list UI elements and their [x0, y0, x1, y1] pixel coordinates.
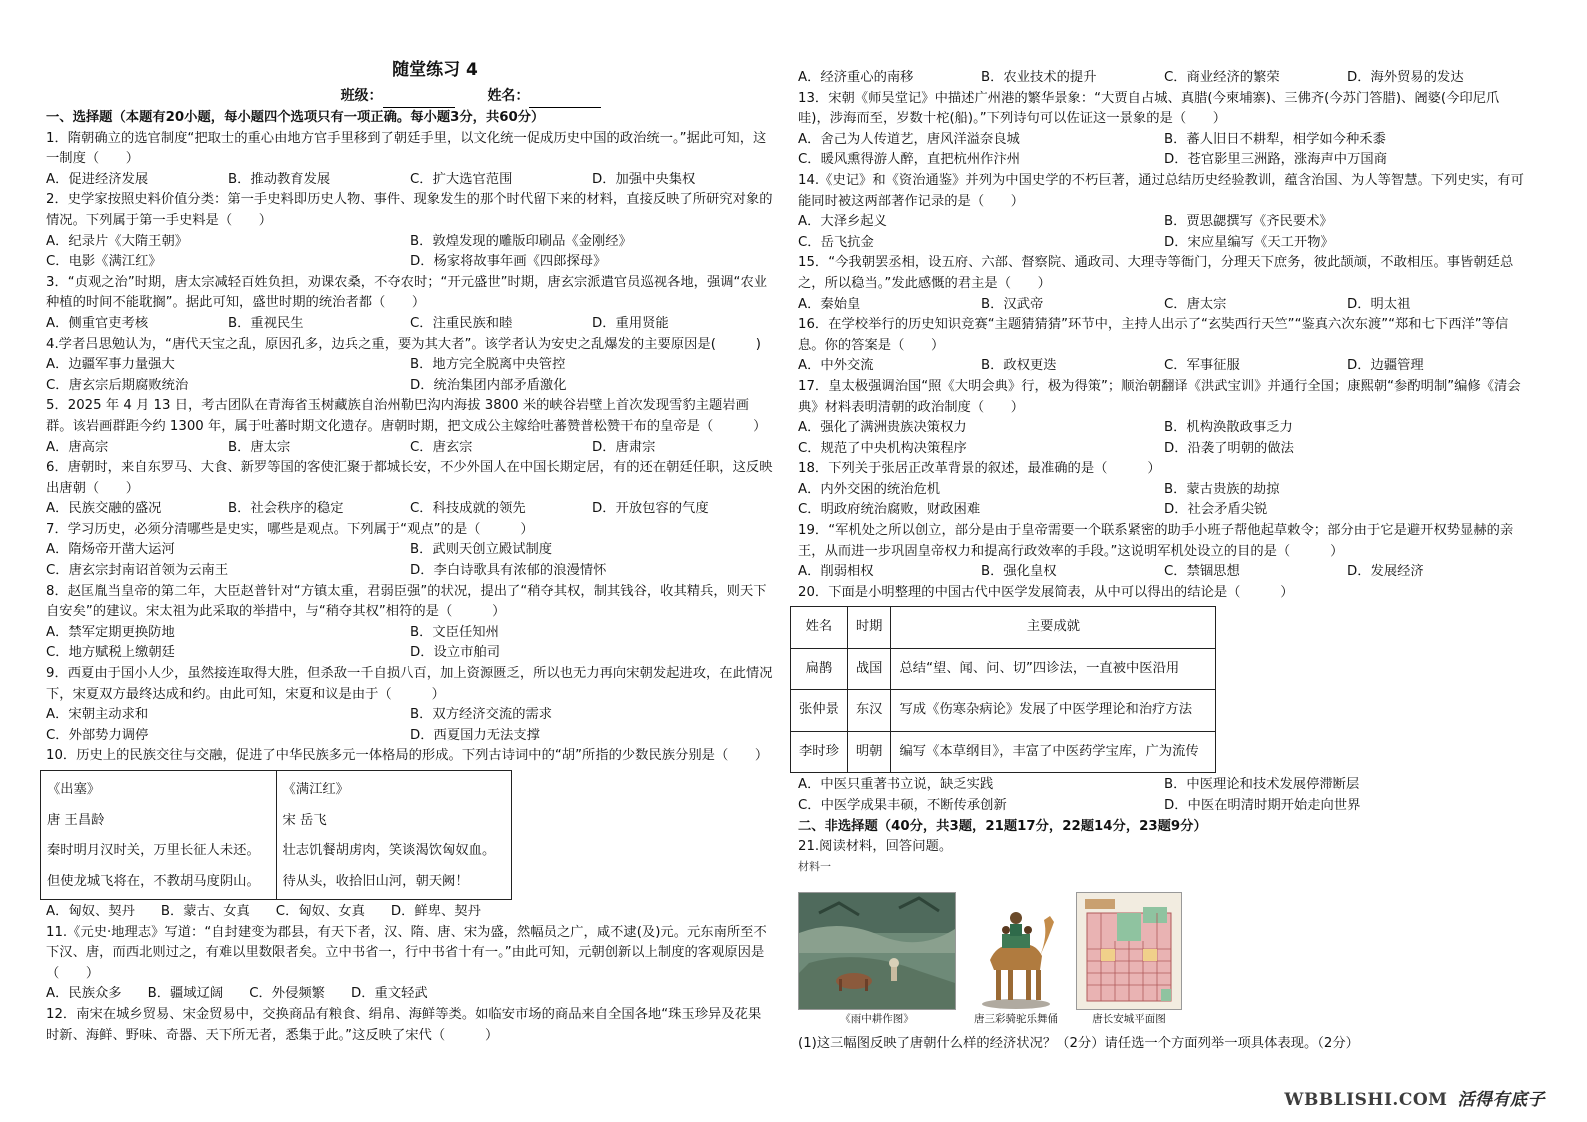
option[interactable]: A．民族交融的盛况: [46, 501, 162, 517]
option[interactable]: C．扩大选官范围: [410, 171, 513, 187]
option[interactable]: D．鲜卑、契丹: [390, 904, 481, 919]
table-cell: 编写《本草纲目》，丰富了中医药学宝库，广为流传: [891, 731, 1216, 773]
option[interactable]: C．地方赋税上缴朝廷: [46, 645, 175, 661]
question-18: 18．下列关于张居正改革背景的叙述，最准确的是（ ）: [798, 461, 1161, 477]
question-19: 19．“军机处之所以创立，部分是由于皇帝需要一个联系紧密的助手小班子帮他起草敕令；部分由于它是避开权势显赫的亲王，从而进一步巩固皇帝权力和提高行政效率的手段。”这说明军机处设立的目的是（ ）: [798, 523, 1514, 559]
question-6: 6．唐朝时，来自东罗马、大食、新罗等国的客使汇聚于都城长安，不少外国人在中国长期定居，有的还在朝廷任职，这反映出唐朝（ ）: [46, 460, 773, 496]
question-15-options: [798, 295, 1530, 316]
poem-author: 唐 王昌龄: [47, 812, 105, 828]
poem-table: [40, 770, 512, 900]
poem-line: 但使龙城飞将在，不教胡马度阴山。: [47, 873, 260, 889]
question-20: 20．下面是小明整理的中国古代中医学发展简表，从中可以得出的结论是（ ）: [798, 584, 1294, 600]
option[interactable]: D．中医在明清时期开始走向世界: [1164, 798, 1361, 814]
option[interactable]: A．侧重官吏考核: [46, 315, 149, 331]
option[interactable]: C．商业经济的繁荣: [1164, 70, 1280, 85]
question-10: 10．历史上的民族交往与交融，促进了中华民族多元一体格局的形成。下列古诗词中的“胡”所指的少数民族分别是（ ）: [46, 748, 769, 764]
option[interactable]: A．强化了满洲贵族决策权力: [798, 420, 967, 436]
poem-line: 秦时明月汉时关，万里长征人未还。: [47, 843, 260, 858]
option[interactable]: C．唐玄宗封南诏首领为云南王: [46, 563, 229, 579]
class-label: 班级：: [340, 88, 383, 104]
option[interactable]: A．促进经济发展: [46, 171, 149, 187]
poem-title: 《出塞》: [47, 782, 101, 797]
option[interactable]: D．加强中央集权: [592, 171, 696, 187]
option[interactable]: B．中医理论和技术发展停滞断层: [1164, 777, 1360, 793]
question-17-options: [798, 418, 1530, 459]
option[interactable]: B．政权更迭: [981, 358, 1057, 374]
option[interactable]: C．外部势力调停: [46, 727, 149, 743]
table-cell: 总结“望、闻、问、切”四诊法，一直被中医沿用: [891, 648, 1216, 690]
option[interactable]: B．汉武帝: [981, 296, 1044, 312]
material-images: [798, 880, 1530, 1026]
medicine-table: [790, 606, 1216, 773]
option[interactable]: B．敦煌发现的雕版印刷品《金刚经》: [410, 233, 632, 249]
option[interactable]: B．强化皇权: [981, 564, 1057, 580]
option[interactable]: B．蒙古贵族的劫掠: [1164, 481, 1280, 497]
table-header-row: [791, 607, 1216, 649]
question-4-options: [46, 355, 774, 396]
option[interactable]: B．重视民生: [228, 315, 304, 331]
option[interactable]: C．禁锢思想: [1164, 564, 1240, 580]
question-6-options: [46, 499, 774, 520]
question-21: 21.阅读材料，回答问题。: [798, 839, 953, 855]
option[interactable]: D．明太祖: [1347, 296, 1411, 312]
farming-painting-image: [798, 892, 956, 1010]
table-cell: 张仲景: [791, 690, 848, 732]
changan-map-image: [1076, 892, 1182, 1010]
question-5-options: [46, 438, 774, 459]
table-cell: 李时珍: [791, 731, 848, 773]
option[interactable]: D．李白诗歌具有浓郁的浪漫情怀: [410, 563, 607, 579]
option[interactable]: A．舍己为人传道艺，唐风洋溢奈良城: [798, 131, 1020, 147]
poem-manjianghong: [276, 771, 512, 900]
option[interactable]: B．推动教育发展: [228, 171, 331, 187]
option[interactable]: A．中医只重著书立说，缺乏实践: [798, 777, 994, 793]
class-field[interactable]: [383, 91, 455, 108]
option[interactable]: B．蕃人旧日不耕犁，相学如今种禾黍: [1164, 131, 1386, 147]
question-13: 13．宋朝《师吴堂记》中描述广州港的繁华景象：“大贾自占城、真腊(今柬埔寨)、三佛齐(今苏门答腊)、阇婆(今印尼爪哇)，涉海而至，岁数十柁(船)。”下列诗句可以佐证这一景象的是（ ）: [798, 90, 1500, 127]
table-cell: 写成《伤寒杂病论》发展了中医学理论和治疗方法: [891, 690, 1216, 732]
question-2: 2．史学家按照史料价值分类：第一手史料即历史人物、事件、现象发生的那个时代留下来的材料，直接反映了所研究对象的情况。下列属于第一手史料是（ ）: [46, 192, 773, 228]
option[interactable]: D．沿袭了明朝的做法: [1164, 440, 1294, 456]
option[interactable]: C．明政府统治腐败，财政困难: [798, 502, 981, 518]
table-row: [791, 648, 1216, 690]
question-1: 1．隋朝确立的选官制度“把取士的重心由地方官手里移到了朝廷手里，以文化统一促成历史中国的政治统一。”据此可知，这一制度（ ）: [46, 130, 767, 167]
option[interactable]: C．唐玄宗: [410, 439, 473, 455]
watermark: [1284, 1085, 1545, 1110]
question-11: 11.《元史·地理志》写道：“自封建变为郡县，有天下者，汉、隋、唐、宋为盛，然幅员之广，咸不逮(及)元。元东南所至不下汉、唐，而西北则过之，有难以里数限者矣。立中书省一，行中书省十有一。”由此可知，元朝创新以上制度的客观原因是（ ）: [46, 924, 767, 981]
option[interactable]: A．民族众多: [46, 986, 122, 1002]
watermark-slogan: 活得有底子: [1457, 1090, 1545, 1110]
option[interactable]: D．唐肃宗: [592, 439, 656, 455]
table-header: 姓名: [791, 607, 848, 649]
option[interactable]: B．唐太宗: [228, 439, 291, 455]
option[interactable]: C．暖风熏得游人醉，直把杭州作汴州: [798, 152, 1021, 168]
option[interactable]: D．统治集团内部矛盾激化: [410, 377, 567, 393]
option[interactable]: C．唐太宗: [1164, 296, 1227, 312]
watermark-site: WBBLISHI.COM: [1284, 1090, 1448, 1110]
question-3-options: [46, 314, 774, 335]
option[interactable]: A．大泽乡起义: [798, 214, 887, 230]
option[interactable]: D．边疆管理: [1347, 358, 1424, 374]
image-caption: 《雨中耕作图》: [840, 1012, 914, 1025]
table-cell: 东汉: [847, 690, 891, 732]
poem-line: 待从头，收拾旧山河，朝天阙！: [282, 873, 469, 889]
question-20-options: [798, 775, 1530, 816]
question-11-options: [46, 984, 774, 1005]
option[interactable]: A．中外交流: [798, 358, 874, 374]
question-4: 4.学者吕思勉认为，“唐代天宝之乱，原因孔多，边兵之重，要为其大者”。该学者认为安史之乱爆发的主要原因是( ): [46, 336, 761, 352]
option[interactable]: D．海外贸易的发达: [1347, 70, 1464, 85]
option[interactable]: A．经济重心的南移: [798, 70, 914, 85]
question-14-options: [798, 212, 1530, 253]
option[interactable]: A．削弱相权: [798, 564, 874, 580]
option[interactable]: B．文臣任知州: [410, 624, 499, 640]
poem-author: 宋 岳飞: [282, 812, 327, 828]
question-19-options: [798, 562, 1530, 583]
material-label: 材料一: [798, 859, 831, 873]
image-caption: 唐长安城平面图: [1092, 1012, 1166, 1025]
poem-chusai: [41, 771, 277, 900]
option[interactable]: D．重用贤能: [592, 315, 669, 331]
question-15: 15．“今我朝罢丞相，设五府、六部、督察院、通政司、大理寺等衙门，分理天下庶务，彼此颉颃，不敢相压。事皆朝廷总之，所以稳当。”发此感慨的君主是（ ）: [798, 255, 1514, 291]
option[interactable]: C．唐玄宗后期腐败统治: [46, 377, 189, 393]
option[interactable]: D．苍官影里三洲路，涨海声中万国商: [1164, 152, 1387, 168]
option[interactable]: C．匈奴、女真: [275, 904, 365, 919]
option[interactable]: A．匈奴、契丹: [46, 904, 135, 919]
option[interactable]: A．隋炀帝开凿大运河: [46, 542, 175, 558]
question-8: 8．赵匡胤当皇帝的第二年，大臣赵普针对“方镇太重，君弱臣强”的状况，提出了“稍夺其权，制其钱谷，收其精兵，则天下自安矣”的建议。宋太祖为此采取的举措中，与“稍夺其权”相符的是（ ）: [46, 583, 767, 620]
image-cell: [970, 890, 1062, 1026]
table-cell: 明朝: [847, 731, 891, 773]
class-name-line: [46, 84, 774, 108]
question-16: 16．在学校举行的历史知识竞赛“主题猜猜猜”环节中，主持人出示了“玄奘西行天竺”“鉴真六次东渡”“郑和七下西洋”等信息。你的答案是（ ）: [798, 317, 1509, 353]
option[interactable]: D．重文轻武: [350, 986, 428, 1002]
option[interactable]: D．宋应星编写《天工开物》: [1164, 234, 1334, 250]
image-cell: [1076, 892, 1182, 1026]
question-7-options: [46, 540, 774, 581]
question-12: 12．南宋在城乡贸易、宋金贸易中，交换商品有粮食、绢帛、海鲜等类。如临安市场的商品来自全国各地“珠玉珍异及花果时新、海鲜、野味、奇器、天下所无者，悉集于此。”这反映了宋代（ ）: [46, 1006, 762, 1043]
option[interactable]: D．杨家将故事年画《四郎探母》: [410, 254, 607, 270]
poem-line: 壮志饥餐胡虏肉，笑谈渴饮匈奴血。: [282, 843, 496, 858]
option[interactable]: C．注重民族和睦: [410, 315, 513, 331]
right-column: [798, 48, 1530, 1054]
option[interactable]: B．双方经济交流的需求: [410, 707, 553, 723]
image-cell: [798, 892, 956, 1026]
option[interactable]: B．农业技术的提升: [981, 70, 1097, 85]
option[interactable]: C．规范了中央机构决策程序: [798, 440, 967, 456]
option[interactable]: B．机构涣散政事乏力: [1164, 420, 1293, 436]
question-8-options: [46, 623, 774, 664]
option[interactable]: B．社会秩序的稳定: [228, 501, 344, 517]
left-column: [46, 0, 774, 1046]
option[interactable]: B．地方完全脱离中央管控: [410, 357, 566, 373]
question-16-options: [798, 356, 1530, 377]
option[interactable]: A．内外交困的统治危机: [798, 481, 941, 497]
option[interactable]: D．社会矛盾尖锐: [1164, 502, 1268, 518]
option[interactable]: D．西夏国力无法支撑: [410, 727, 540, 743]
option[interactable]: A．唐高宗: [46, 439, 109, 455]
name-label: 姓名：: [487, 88, 530, 104]
option[interactable]: A．禁军定期更换防地: [46, 624, 175, 640]
table-row: [791, 731, 1216, 773]
option[interactable]: B．武则天创立殿试制度: [410, 542, 553, 558]
option[interactable]: D．发展经济: [1347, 564, 1424, 580]
option[interactable]: B．贾思勰撰写《齐民要术》: [1164, 214, 1333, 230]
option[interactable]: D．设立市舶司: [410, 645, 501, 661]
question-17: 17．皇太极强调治国“照《大明会典》行，极为得策”；顺治朝翻译《洪武宝训》并通行全国；康熙朝“参酌明制”编修《清会典》材料表明清朝的政治制度（ ）: [798, 378, 1521, 415]
section-2-heading: 二、非选择题（40分，共3题，21题17分，22题14分，23题9分）: [798, 818, 1207, 834]
option[interactable]: C．电影《满江红》: [46, 254, 162, 270]
question-7: 7．学习历史，必须分清哪些是史实，哪些是观点。下列属于“观点”的是（ ）: [46, 521, 534, 537]
image-caption: 唐三彩骑驼乐舞俑: [974, 1012, 1058, 1025]
question-3: 3．“贞观之治”时期，唐太宗减轻百姓负担，劝课农桑，不夺农时；“开元盛世”时期，唐玄宗派遣官员巡视各地，强调“农业种植的时间不能耽搁”。据此可知，盛世时期的统治者都（ ）: [46, 274, 768, 311]
option[interactable]: A．纪录片《大隋王朝》: [46, 233, 189, 249]
option[interactable]: C．岳飞抗金: [798, 234, 874, 250]
question-5: 5．2025 年 4 月 13 日，考古团队在青海省玉树藏族自治州勒巴沟内海拔 3800 米的峡谷岩壁上首次发现雪豹主题岩画群。该岩画群距今约 1300 年，属于吐蕃时期文化遗存。唐朝时期，把文成公主嫁给吐蕃赞普松赞干布的皇帝是（ ）: [46, 398, 767, 434]
option[interactable]: C．科技成就的领先: [410, 501, 526, 517]
question-9-options: [46, 705, 774, 746]
question-12-options: [798, 68, 1530, 89]
option[interactable]: C．中医学成果丰硕，不断传承创新: [798, 798, 1007, 814]
question-21-1: (1)这三幅图反映了唐朝什么样的经济状况？（2分）请任选一个方面列举一项具体表现。（2分）: [798, 1035, 1359, 1051]
option[interactable]: B．疆域辽阔: [147, 986, 224, 1002]
camel-figurine-image: [970, 890, 1062, 1010]
question-14: 14.《史记》和《资治通鉴》并列为中国史学的不朽巨著，通过总结历史经验教训，蕴含治国、为人等智慧。下列史实，有可能同时被这两部著作记录的是（ ）: [798, 172, 1524, 209]
poem-title: 《满江红》: [282, 782, 349, 797]
table-cell: 扁鹊: [791, 648, 848, 690]
option[interactable]: B．蒙古、女真: [160, 904, 250, 919]
question-9: 9．西夏由于国小人少，虽然接连取得大胜，但杀敌一千自损八百，加上资源匮乏，所以也无力再向宋朝发起进攻，在此情况下，宋夏双方最终达成和约。由此可知，宋夏和议是由于（ ）: [46, 666, 773, 702]
table-row: [791, 690, 1216, 732]
table-header: 主要成就: [891, 607, 1216, 649]
option[interactable]: A．宋朝主动求和: [46, 707, 149, 723]
option[interactable]: C．军事征服: [1164, 358, 1240, 374]
table-cell: 战国: [847, 648, 891, 690]
question-18-options: [798, 480, 1530, 521]
question-13-options: [798, 130, 1530, 171]
option[interactable]: C．外侵频繁: [249, 986, 325, 1002]
option[interactable]: A．边疆军事力量强大: [46, 357, 175, 373]
question-1-options: [46, 170, 774, 191]
question-10-options: [46, 902, 774, 923]
section-1-heading: 一、选择题（本题有20小题，每小题四个选项只有一项正确。每小题3分，共60分）: [46, 110, 545, 125]
question-2-options: [46, 232, 774, 273]
option[interactable]: A．秦始皇: [798, 296, 861, 312]
table-header: 时期: [847, 607, 891, 649]
option[interactable]: D．开放包容的气度: [592, 501, 709, 517]
name-field[interactable]: [529, 91, 601, 108]
page-title: 随堂练习 4: [392, 60, 478, 80]
